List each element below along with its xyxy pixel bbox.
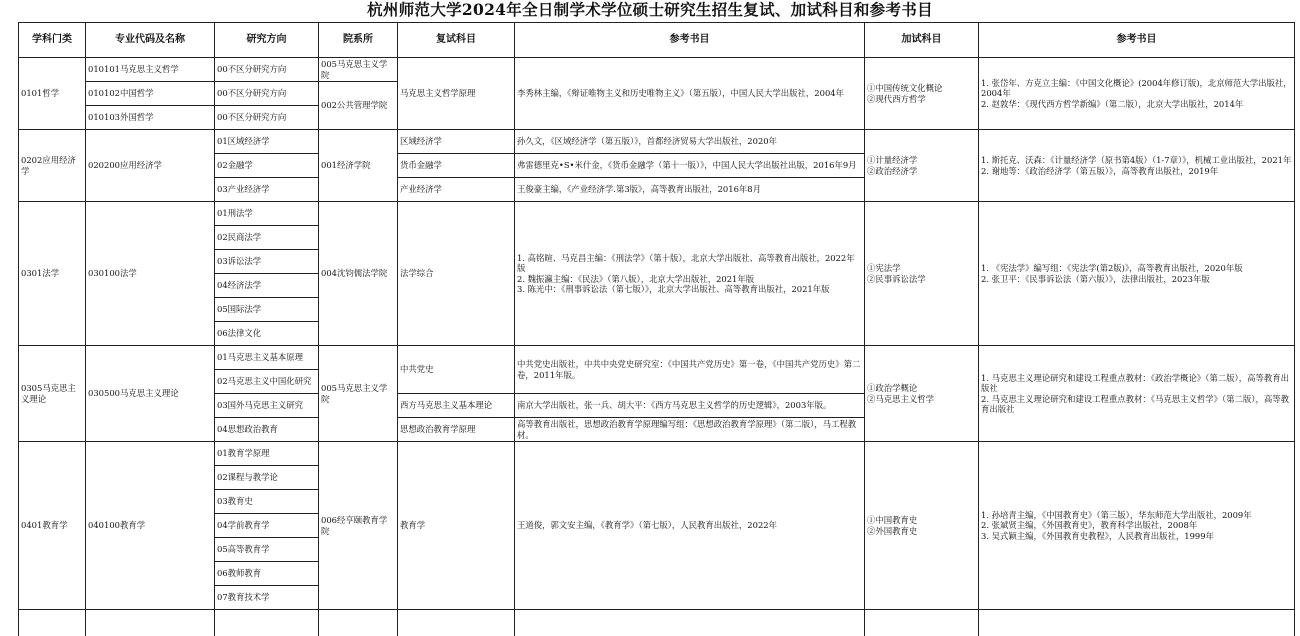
header-category: 学科门类 (19, 23, 86, 58)
direction-cell: 06法律文化 (215, 322, 319, 346)
header-retest-subject: 复试科目 (398, 23, 515, 58)
extra-reference-cell: 1. 《宪法学》编写组：《宪法学(第2版)》，高等教育出版社，2020年版 2. 张卫平：《民事诉讼法（第六版）》，法律出版社，2023年版 (979, 202, 1295, 346)
extra-subject-cell: ①中国传统文化概论 ②现代西方哲学 (865, 58, 979, 130)
direction-cell: 03教育史 (215, 490, 319, 514)
table-row (19, 346, 1295, 370)
retest-subject-cell: 产业经济学 (398, 178, 515, 202)
major-cell: 020200应用经济学 (86, 130, 215, 202)
header-direction: 研究方向 (215, 23, 319, 58)
direction-cell: 02民商法学 (215, 226, 319, 250)
direction-cell: 00不区分研究方向 (215, 106, 319, 130)
direction-cell: 04思想政治教育 (215, 418, 319, 442)
reference-cell: 王俊豪主编，《产业经济学.第3版》，高等教育出版社，2016年8月 (515, 178, 865, 202)
extra-subject-cell: ①宪法学 ②民事诉讼法学 (865, 202, 979, 346)
department-cell: 001经济学院 (319, 130, 398, 202)
direction-cell: 01区域经济学 (215, 130, 319, 154)
major-cell: 030500马克思主义理论 (86, 346, 215, 442)
reference-cell: 1. 高铭暄、马克昌主编：《刑法学》（第十版），北京大学出版社、高等教育出版社，2022年版 2. 魏振瀛主编：《民法》（第八版），北京大学出版社，2021年版 3. 陈光中：《刑事诉讼法（第七版）》，北京大学出版社、高等教育出版社，2021年版 (515, 202, 865, 346)
reference-cell: 王道俊，郭文安主编，《教育学》（第七版），人民教育出版社，2022年 (515, 442, 865, 610)
direction-cell: 07教育技术学 (215, 586, 319, 610)
direction-cell: 03诉讼法学 (215, 250, 319, 274)
category-cell: 0101哲学 (19, 58, 86, 130)
header-extra-subject: 加试科目 (865, 23, 979, 58)
direction-cell: 06教师教育 (215, 562, 319, 586)
major-cell: 040100教育学 (86, 442, 215, 610)
extra-subject-cell: ①中国教育史 ②外国教育史 (865, 442, 979, 610)
direction-cell: 02课程与教学论 (215, 466, 319, 490)
direction-cell: 01马克思主义基本原理 (215, 346, 319, 370)
direction-cell: 01教育学原理 (215, 442, 319, 466)
table-row (19, 58, 1295, 82)
major-cell: 030100法学 (86, 202, 215, 346)
reference-cell: 孙久文，《区域经济学（第五版）》，首都经济贸易大学出版社，2020年 (515, 130, 865, 154)
category-cell: 0401教育学 (19, 442, 86, 610)
extra-reference-cell: 1. 张岱年、方克立主编：《中国文化概论》(2004年修订版)，北京师范大学出版社，2004年 2. 赵敦华：《现代西方哲学新编》（第二版），北京大学出版社，2014年 (979, 58, 1295, 130)
table-row (19, 130, 1295, 154)
header-department: 院系所 (319, 23, 398, 58)
reference-cell: 高等教育出版社，思想政治教育学原理编写组：《思想政治教育学原理》（第二版），马工程教材。 (515, 418, 865, 442)
page-title: 杭州师范大学2024年全日制学术学位硕士研究生招生复试、加试科目和参考书目 (0, 0, 1300, 20)
table-row (19, 202, 1295, 226)
direction-cell: 00不区分研究方向 (215, 82, 319, 106)
direction-cell: 05国际法学 (215, 298, 319, 322)
header-extra-reference-books: 参考书目 (979, 23, 1295, 58)
category-cell: 0202应用经济学 (19, 130, 86, 202)
admission-table (18, 22, 1295, 636)
extra-subject-cell: ①计量经济学 ②政治经济学 (865, 130, 979, 202)
extra-reference-cell: 1. 孙培青主编，《中国教育史》（第三版），华东师范大学出版社，2009年 2. 张斌贤主编，《外国教育史》，教育科学出版社，2008年 3. 吴式颖主编，《外国教育史教程》，人民教育出版社，1999年 (979, 442, 1295, 610)
retest-subject-cell: 中共党史 (398, 346, 515, 394)
retest-subject-cell: 西方马克思主义基本理论 (398, 394, 515, 418)
direction-cell: 04经济法学 (215, 274, 319, 298)
header-major: 专业代码及名称 (86, 23, 215, 58)
department-cell: 002公共管理学院 (319, 82, 398, 130)
reference-cell: 李秀林主编，《辩证唯物主义和历史唯物主义》（第五版），中国人民大学出版社，2004年 (515, 58, 865, 130)
retest-subject-cell: 区域经济学 (398, 130, 515, 154)
extra-reference-cell: 1. 斯托克、沃森：《计量经济学（原书第4版）（1-7章）》，机械工业出版社，2021年 2. 谢地等：《政治经济学（第五版）》，高等教育出版社，2019年 (979, 130, 1295, 202)
department-cell: 006经亨颐教育学院 (319, 442, 398, 610)
department-cell: 005马克思主义学院 (319, 346, 398, 442)
retest-subject-cell: 马克思主义哲学原理 (398, 58, 515, 130)
reference-cell: 弗雷德里克•S•米什金，《货币金融学（第十一版）》，中国人民大学出版社出版，2016年9月 (515, 154, 865, 178)
reference-cell: 南京大学出版社，张一兵、胡大平：《西方马克思主义哲学的历史逻辑》，2003年版。 (515, 394, 865, 418)
extra-subject-cell: ①政治学概论 ②马克思主义哲学 (865, 346, 979, 442)
department-cell: 005马克思主义学院 (319, 58, 398, 82)
major-cell: 010103外国哲学 (86, 106, 215, 130)
retest-subject-cell: 思想政治教育学原理 (398, 418, 515, 442)
direction-cell: 05高等教育学 (215, 538, 319, 562)
table-row (19, 610, 1295, 636)
table-row (19, 442, 1295, 466)
direction-cell: 04学前教育学 (215, 514, 319, 538)
direction-cell: 03国外马克思主义研究 (215, 394, 319, 418)
direction-cell: 02金融学 (215, 154, 319, 178)
major-cell: 010102中国哲学 (86, 82, 215, 106)
category-cell: 0305马克思主义理论 (19, 346, 86, 442)
extra-reference-cell: 1. 马克思主义理论研究和建设工程重点教材：《政治学概论》（第二版），高等教育出版社 2. 马克思主义理论研究和建设工程重点教材：《马克思主义哲学》（第二版），高等教育出版社 (979, 346, 1295, 442)
direction-cell: 03产业经济学 (215, 178, 319, 202)
reference-cell: 中共党史出版社，中共中央党史研究室：《中国共产党历史》第一卷，《中国共产党历史》第二卷，2011年版。 (515, 346, 865, 394)
category-cell: 0301法学 (19, 202, 86, 346)
department-cell: 004沈钧儒法学院 (319, 202, 398, 346)
direction-cell: 02马克思主义中国化研究 (215, 370, 319, 394)
direction-cell: 00不区分研究方向 (215, 58, 319, 82)
header-reference-books: 参考书目 (515, 23, 865, 58)
major-cell: 010101马克思主义哲学 (86, 58, 215, 82)
direction-cell: 01刑法学 (215, 202, 319, 226)
retest-subject-cell: 货币金融学 (398, 154, 515, 178)
retest-subject-cell: 教育学 (398, 442, 515, 610)
retest-subject-cell: 法学综合 (398, 202, 515, 346)
